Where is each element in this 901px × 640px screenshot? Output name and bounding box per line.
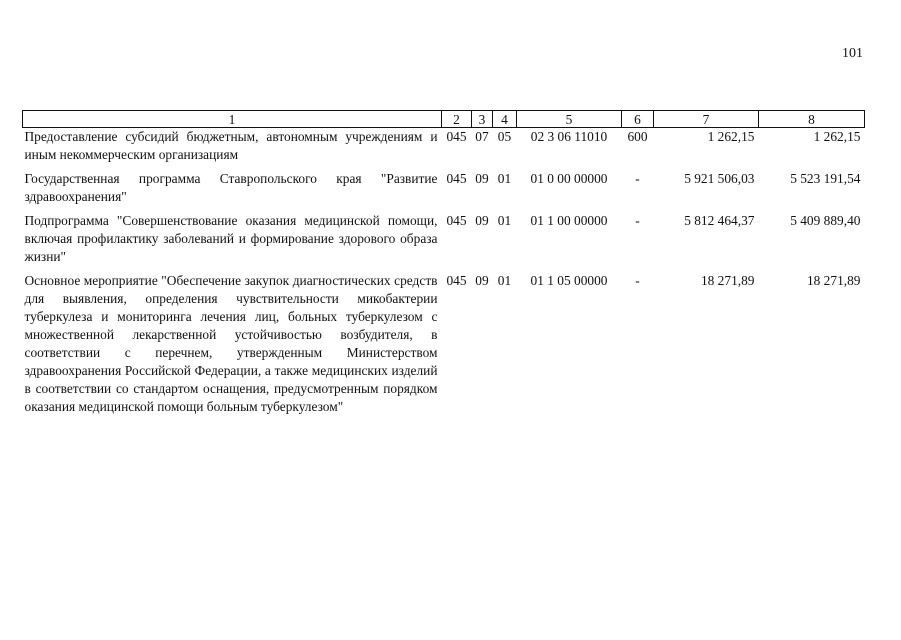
header-cell-1: 1 bbox=[23, 111, 442, 128]
row-code-4: 01 bbox=[497, 213, 512, 228]
row-value-7: 18 271,89 bbox=[700, 273, 755, 288]
header-cell-8: 8 bbox=[759, 111, 865, 128]
row-name: Подпрограмма "Совершенствование оказания медицинской помощи, включая профилактику заболеваний и формирование здорового образа жизни" bbox=[24, 213, 438, 264]
table-row bbox=[23, 128, 865, 171]
page-number: 101 bbox=[842, 46, 863, 61]
row-code-6: - bbox=[635, 213, 640, 228]
row-name: Предоставление субсидий бюджетным, автономным учреждениям и иным некоммерческим организациям bbox=[24, 129, 438, 162]
row-code-2: 045 bbox=[446, 213, 467, 228]
row-code-3: 09 bbox=[475, 273, 489, 288]
header-cell-2: 2 bbox=[442, 111, 472, 128]
header-cell-4: 4 bbox=[493, 111, 517, 128]
row-code-5: 01 1 00 00000 bbox=[530, 213, 608, 228]
row-code-6: 600 bbox=[627, 129, 648, 144]
header-cell-7: 7 bbox=[654, 111, 759, 128]
header-cell-3: 3 bbox=[472, 111, 493, 128]
table-body bbox=[23, 128, 865, 417]
table-row bbox=[23, 212, 865, 272]
row-code-5: 01 0 00 00000 bbox=[530, 171, 608, 186]
row-name: Основное мероприятие "Обеспечение закупок диагностических средств для выявления, определения чувствительности микобактерии туберкулеза и мониторинга лечения лиц, больных туберкулезом с множественной лекарственной устойчивостью возбудителя, в соответствии с перечнем, утвержденным Министерством здравоохранения Российской Федерации, а также медицинских изделий в соответствии со стандартом оснащения, предусмотренным порядком оказания медицинской помощи больным туберкулезом" bbox=[24, 273, 438, 414]
row-value-8: 5 523 191,54 bbox=[790, 171, 861, 186]
row-value-7: 1 262,15 bbox=[707, 129, 755, 144]
row-code-2: 045 bbox=[446, 273, 467, 288]
row-code-2: 045 bbox=[446, 171, 467, 186]
row-code-6: - bbox=[635, 273, 640, 288]
row-code-6: - bbox=[635, 171, 640, 186]
row-code-2: 045 bbox=[446, 129, 467, 144]
row-code-3: 09 bbox=[475, 213, 489, 228]
table-row bbox=[23, 272, 865, 416]
row-code-5: 02 3 06 11010 bbox=[530, 129, 608, 144]
table-header bbox=[23, 111, 865, 128]
row-name: Государственная программа Ставропольского края "Развитие здравоохранения" bbox=[24, 171, 438, 204]
header-cell-5: 5 bbox=[517, 111, 622, 128]
row-code-5: 01 1 05 00000 bbox=[530, 273, 608, 288]
row-value-7: 5 921 506,03 bbox=[684, 171, 755, 186]
table-row bbox=[23, 170, 865, 212]
row-code-4: 01 bbox=[497, 273, 512, 288]
row-code-4: 05 bbox=[497, 129, 512, 144]
row-value-7: 5 812 464,37 bbox=[684, 213, 755, 228]
header-row bbox=[23, 111, 865, 128]
row-code-4: 01 bbox=[497, 171, 512, 186]
row-code-3: 09 bbox=[475, 171, 489, 186]
row-value-8: 1 262,15 bbox=[813, 129, 861, 144]
budget-table bbox=[22, 110, 865, 416]
row-value-8: 18 271,89 bbox=[806, 273, 861, 288]
row-value-8: 5 409 889,40 bbox=[790, 213, 861, 228]
row-code-3: 07 bbox=[475, 129, 489, 144]
header-cell-6: 6 bbox=[622, 111, 654, 128]
